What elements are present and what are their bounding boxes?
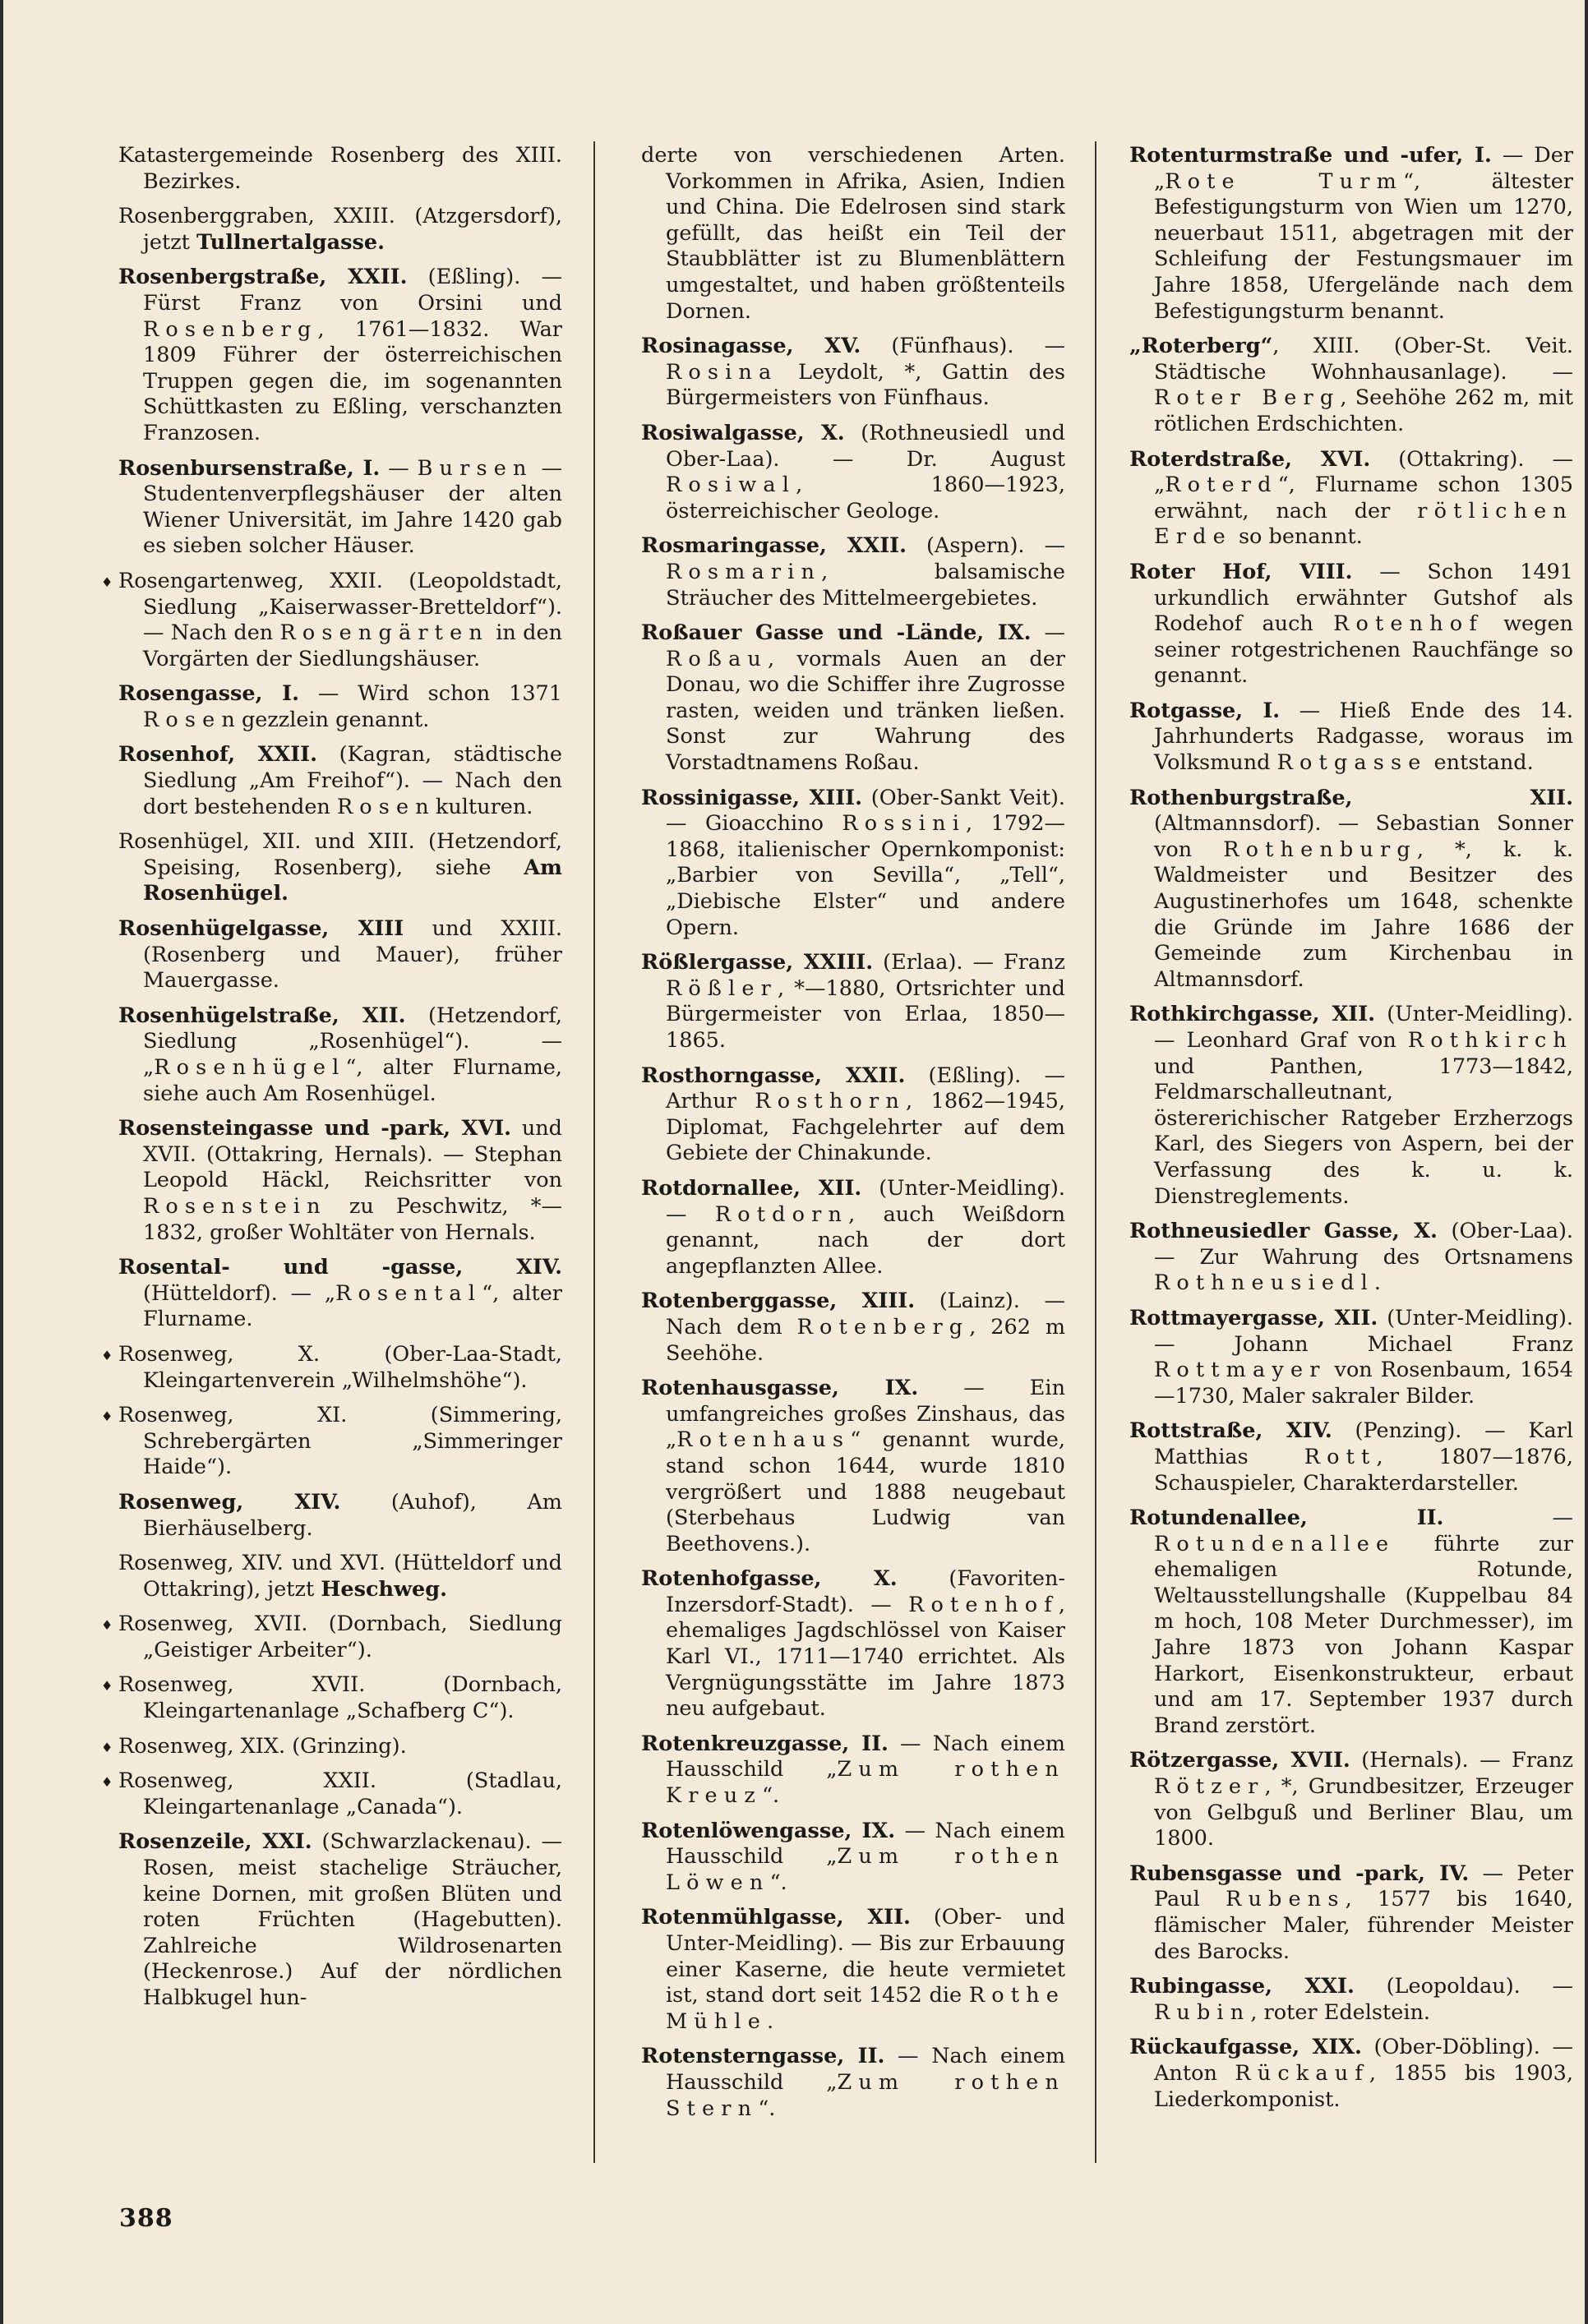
entry-text: Katastergemeinde Rosenberg des XIII. Bezirkes. [118,143,562,194]
entry-headword: Rothneusiedler Gasse, X. [1129,1219,1438,1244]
entry-spaced-name: rötlichen Erde [1154,498,1573,550]
entry-text: “. [762,1783,780,1809]
entry-spaced-name: Rosengärten [279,620,489,646]
column-3 [1129,143,1573,2122]
street-entry [641,1905,1065,2035]
entry-text: (Eßling). — Arthur [666,1063,1065,1114]
entry-text: und Panthen, 1773—1842, Feldmarschalleutnant, östererichischer Ratgeber Erzherzogs Karl, des Siegers von Aspern, bei der Verfassung des k. u. k. Dienstreglements. [1154,1054,1573,1209]
entry-spaced-name: Rosiwal [666,473,796,498]
street-entry [1129,447,1573,551]
entry-text: , *, k. k. Waldmeister und Besitzer des Augustinerhofes um 1648, schenkte die Gründe im Jahre 1686 der Gemeinde zum Kirchenbau in Altmannsdorf. [1154,837,1573,992]
street-entry [641,421,1065,524]
entry-text: . [767,2008,774,2034]
entry-text: zu Peschwitz, *—1832, großer Wohltäter von Hernals. [143,1193,562,1245]
entry-text: , *—1880, Ortsrichter und Bürgermeister von Erlaa, 1850—1865. [666,975,1065,1053]
entry-text: , 1860—1923, österreichischer Geologe. [666,473,1065,523]
entry-spaced-name: Rott [1304,1444,1377,1469]
entry-text: — Schon 1491 urkundlich erwähnter Gutshof als Rodehof auch [1154,559,1573,637]
street-entry [118,742,562,820]
diamond-marker-icon: ♦ [101,574,113,590]
entry-text: gezzlein genannt. [241,707,430,732]
entry-spaced-name: Rothneusiedl [1154,1270,1374,1296]
street-entry [101,1768,562,1820]
entry-text: “, ältester Befestigungsturm von Wien um 1270, neuerbaut 1511, abgetragen mit der Schleifung der Festungsmauer im Jahre 1858, Ufergelände nach dem Befestigungsturm benannt. [1154,168,1573,324]
entry-headword: Rosental- und -gasse, XIV. [118,1255,562,1280]
entry-text: und XVII. (Ottakring, Hernals). — Stephan Leopold Häckl, Reichsritter von [143,1116,562,1193]
entry-text: “. [758,2096,776,2121]
entry-text: — Studentenverpflegshäuser der alten Wiener Universität, im Jahre 1420 gab es sieben solcher Häuser. [143,455,562,559]
entry-spaced-name: Rotgasse [1276,750,1428,776]
entry-headword: Roterdstraße, XVI. [1129,446,1371,472]
entry-text: Rosenweg, XXII. (Stadlau, Kleingartenanlage „Canada“). [118,1768,562,1819]
entry-spaced-name: Rosenhügel [154,1055,346,1080]
entry-headword: Rotenhausgasse, IX. [641,1376,919,1401]
entry-text: (Leopoldau). — [1354,1974,1574,1999]
entry-headword: Rotenhofgasse, X. [641,1566,898,1592]
entry-spaced-name: Rubens [1226,1887,1346,1912]
entry-spaced-name: Rößler [666,975,778,1001]
entry-text: , balsamische Sträucher des Mittelmeergebietes. [666,559,1065,611]
entry-spaced-name: Rückauf [1235,2060,1369,2086]
entry-headword: Rotenturmstraße und -ufer, I. [1129,143,1492,168]
column-divider [1095,141,1096,2163]
entry-text: (Ober-Döbling). — Anton [1154,2035,1573,2086]
entry-headword: Rosinagasse, XV. [641,334,861,359]
entry-spaced-name: Rosenberg [143,316,318,342]
entry-headword: Rubingasse, XXI. [1129,1974,1355,1999]
entry-headword: Rosenweg, XIV. [118,1489,341,1515]
entry-text: — Ein umfangreiches großes Zinshaus, das „ [666,1376,1066,1453]
entry-text: — Wird schon 1371 [298,681,562,707]
entry-headword: Rotenmühlgasse, XII. [641,1905,911,1930]
entry-spaced-name: Rotenhaus [676,1427,851,1453]
entry-headword: Rotgasse, I. [1129,698,1281,723]
street-entry [101,1341,562,1394]
entry-text: (Unter-Meidling). — Johann Michael Franz [1154,1305,1573,1357]
column-1 [101,143,562,2021]
entry-text: wegen seiner rotgestrichenen Rauchfänge so genannt. [1154,611,1573,689]
street-entry [641,533,1065,611]
street-entry [118,1003,562,1107]
entry-text: — Nach einem Hausschild „ [666,1818,1065,1870]
entry-text: — Nach einem Hausschild „ [666,1731,1065,1782]
entry-headword: Rosengasse, I. [118,681,299,707]
entry-spaced-name: Rotenberg [796,1314,970,1340]
entry-spaced-name: Rotenhof [908,1592,1059,1617]
street-entry [118,916,562,994]
street-entry [1129,1002,1573,1210]
entry-text: . [1373,1270,1382,1296]
entry-text: “ genannt wurde, stand schon 1644, wurde 1810 vergrößert und 1888 neugebaut (Sterbehaus Ludwig van Beethovens.). [666,1427,1065,1556]
street-entry [1129,1506,1573,1739]
entry-text: (Favoriten-Inzersdorf-Stadt). — [666,1566,1066,1617]
entry-headword: Rotundenallee, II. [1129,1506,1444,1531]
street-entry [101,1672,562,1724]
entry-headword: „Roterberg“ [1129,334,1273,359]
diamond-marker-icon: ♦ [101,1347,113,1363]
entry-text: (Aspern). — [906,533,1065,559]
entry-text: — [380,455,418,481]
street-entry [641,1063,1065,1167]
entry-text: — [1443,1506,1573,1531]
entry-text: Rosengartenweg, XXII. (Leopoldstadt, Siedlung „Kaiserwasser-Bretteldorf“). — Nach den [118,568,562,646]
street-entry [1129,786,1573,994]
street-entry [101,568,562,672]
street-entry [1129,560,1573,689]
entry-headword: Heschweg. [321,1576,447,1602]
entry-headword: Roter Hof, VIII. [1129,559,1353,584]
street-entry [641,1376,1065,1557]
street-entry [118,1116,562,1246]
entry-headword: Rosenbergstraße, XXII. [118,265,408,290]
column-divider [593,141,595,2163]
street-entry [118,265,562,446]
entry-text: , 1855 bis 1903, Liederkomponist. [1154,2060,1574,2112]
entry-text: (Ottakring). — „ [1154,446,1573,498]
entry-headword: Rückaufgasse, XIX. [1129,2035,1362,2060]
entry-headword: Rosenhügelstraße, XII. [118,1003,406,1028]
entry-text: (Rothneusiedl und Ober-Laa). — Dr. August [666,420,1065,472]
street-entry [1129,2035,1573,2113]
street-entry [118,456,562,560]
entry-text: (Hernals). — Franz [1350,1748,1573,1773]
entry-text: (Unter-Meidling). — Leonhard Graf von [1154,1002,1573,1053]
entry-headword: Rosenhof, XXII. [118,742,317,768]
entry-text: (Unter-Meidling). — [666,1175,1065,1227]
entry-spaced-name: Bursen [417,455,533,481]
street-entry [641,143,1065,325]
entry-text: (Eßling). — Fürst Franz von Orsini und [143,265,562,316]
entry-headword: Rosthorngasse, XXII. [641,1063,906,1088]
entry-text: , auch Weißdorn genannt, nach der dort angepflanzten Allee. [666,1201,1065,1279]
street-entry [641,1819,1065,1897]
entry-spaced-name: Rothkirch [1407,1028,1573,1053]
entry-spaced-name: Rotundenallee [1154,1531,1396,1556]
entry-spaced-name: Rothe Mühle [666,1983,1065,2034]
entry-text: , roter Edelstein. [1250,1999,1431,2025]
entry-text: Leydolt, *, Gattin des Bürgermeisters von Fünfhaus. [666,359,1065,411]
street-entry [641,1731,1065,1810]
entry-text: — Nach einem Hausschild „ [666,2044,1066,2095]
street-entry [1129,1974,1573,2026]
entry-text: , 1761—1832. War 1809 Führer der österreichischen Truppen gegen die, im sogenannten Schüttkasten zu Eßling, verschanzten Franzosen. [143,316,562,445]
entry-headword: Rothenburgstraße, XII. [1129,785,1573,810]
entry-text: Rosenweg, XIV. und XVI. (Hütteldorf und Ottakring), jetzt [118,1551,562,1602]
entry-headword: Tullnertalgasse. [196,229,385,255]
street-entry [118,1551,562,1602]
entry-text: Rosenberggraben, XXIII. (Atzgersdorf), jetzt [118,204,562,255]
street-entry [1129,1306,1573,1409]
entry-text: “, alter Flurname, siehe auch Am Rosenhügel. [143,1055,562,1106]
entry-spaced-name: Rotdorn [714,1201,849,1227]
street-entry [1129,1418,1573,1496]
entry-spaced-name: Rosenstein [143,1193,327,1219]
entry-text: — Hieß Ende des 14. Jahrhunderts Radgasse, woraus im Volksmund [1154,698,1573,776]
entry-spaced-name: Rossini [842,811,967,837]
entry-headword: Rosenzeile, XXI. [118,1829,312,1855]
entry-text: , 1792—1868, italienischer Opernkomponist: „Barbier von Sevilla“, „Tell“, „Diebische Elster“ und andere Opern. [666,811,1065,940]
entry-spaced-name: Rosthorn [755,1089,906,1114]
entry-text: kulturen. [435,794,533,819]
entry-spaced-name: Rosen [143,707,242,732]
entry-text: , 1862—1945, Diplomat, Fachgelehrter auf dem Gebiete der Chinakunde. [666,1089,1066,1166]
entry-text: (Fünfhaus). — [861,334,1066,359]
entry-text: , 1577 bis 1640, flämischer Maler, führender Meister des Barocks. [1154,1887,1573,1964]
entry-headword: Rothkirchgasse, XII. [1129,1002,1376,1027]
street-entry [1129,1748,1573,1851]
entry-text: , 262 m Seehöhe. [666,1314,1066,1366]
entry-headword: Rosiwalgasse, X. [641,420,845,445]
entry-text: , Seehöhe 262 m, mit rötlichen Erdschichten. [1154,385,1573,436]
entry-text: — [1031,620,1065,646]
entry-text: — Der „ [1154,143,1574,194]
street-entry [1129,1219,1573,1297]
entry-headword: Rubensgasse und -park, IV. [1129,1861,1470,1886]
entry-text: (Lainz). — Nach dem [666,1289,1065,1340]
entry-text: Rosenweg, XIX. (Grinzing). [118,1733,407,1759]
diamond-marker-icon: ♦ [101,1617,113,1634]
diamond-marker-icon: ♦ [101,1774,113,1791]
entry-text: (Schwarzlackenau). — Rosen, meist stachelige Sträucher, keine Dornen, mit großen Blüten und roten Früchten (Hagebutten). Zahlreiche Wildrosenarten (Heckenrose.) Auf der nördlichen Halbkugel hun- [143,1829,562,2010]
entry-text: entstand. [1427,750,1534,776]
entry-text: (Auhof), Am Bierhäuselberg. [143,1489,562,1541]
entry-spaced-name: Zum rothen Kreuz [666,1757,1065,1809]
street-entry [641,950,1065,1054]
street-entry [118,1255,562,1333]
entry-text: Rosenweg, XVII. (Dornbach, Siedlung „Geistiger Arbeiter“). [118,1612,562,1662]
entry-text: “, alter Flurname. [143,1280,562,1332]
entry-spaced-name: Roterd [1165,473,1278,498]
entry-headword: Rotdornallee, XII. [641,1175,862,1201]
entry-text: , vormals Auen an der Donau, wo die Schiffer ihre Zugrosse rasten, weiden und tränken ließen. Sonst zur Wahrung des Vorstadtnamens Roßau. [666,646,1065,776]
entry-text: , *, Grundbesitzer, Erzeuger von Gelbguß und Berliner Blau, um 1800. [1154,1774,1573,1851]
entry-spaced-name: Rosen [336,794,436,819]
entry-text: (Ober- und Unter-Meidling). — Bis zur Erbauung einer Kaserne, die heute vermietet ist, stand dort seit 1452 die [666,1905,1065,2008]
entry-headword: Rossinigasse, XIII. [641,785,862,810]
entry-spaced-name: Rosina [666,359,778,385]
entry-text: (Erlaa). — Franz [873,950,1065,975]
street-entry [641,2044,1065,2122]
entry-headword: Rotenberggasse, XIII. [641,1289,916,1314]
street-entry [641,1566,1065,1722]
entry-text: — Peter Paul [1154,1861,1573,1912]
entry-headword: Rotenkreuzgasse, II. [641,1731,889,1756]
entry-spaced-name: Rubin [1154,1999,1251,2025]
street-entry [118,681,562,733]
street-entry [101,1733,562,1760]
entry-text: (Altmannsdorf). — Sebastian Sonner von [1154,811,1573,862]
entry-spaced-name: Zum rothen Stern [666,2069,1065,2121]
entry-text: so benannt. [1231,524,1363,550]
entry-text: derte von verschiedenen Arten. Vorkommen in Afrika, Asien, Indien und China. Die Edelrosen sind stark gefüllt, das heißt ein Teil der Staubblätter ist zu Blumenblättern umgestaltet, und haben größtenteils Dornen. [641,143,1065,324]
street-entry [118,1490,562,1542]
entry-text: Rosenweg, X. (Ober-Laa-Stadt, Kleingartenverein „Wilhelmshöhe“). [118,1341,562,1393]
entry-headword: Am Rosenhügel. [143,855,562,906]
entry-headword: Rotensterngasse, II. [641,2044,885,2069]
entry-text: “. [769,1870,787,1895]
entry-spaced-name: Rötzer [1154,1774,1265,1800]
entry-text: (Penzing). — Karl Matthias [1154,1418,1574,1469]
entry-text: “, Flurname schon 1305 erwähnt, nach der [1154,473,1573,523]
entry-text: Rosenweg, XI. (Simmering, Schrebergärten „Simmeringer Haide“). [118,1403,562,1480]
street-entry [641,620,1065,777]
entry-text: (Kagran, städtische Siedlung „Am Freihof“). — Nach den dort bestehenden [143,742,562,819]
entry-text: (Hütteldorf). — „ [143,1280,336,1306]
entry-spaced-name: Rottmayer [1154,1358,1327,1383]
entry-spaced-name: Rote Turm [1165,168,1403,194]
street-entry [1129,699,1573,777]
street-entry [118,204,562,256]
entry-headword: Rosensteingasse und -park, XVI. [118,1116,512,1141]
entry-headword: Rosenhügelgasse, XIII [118,916,404,942]
entry-spaced-name: Rosmarin [666,559,822,584]
street-entry [641,1176,1065,1280]
street-entry [101,1612,562,1663]
street-entry [641,1289,1065,1367]
entry-text: , XIII. (Ober-St. Veit. Städtische Wohnhausanlage). — [1154,334,1573,385]
entry-text: , ehemaliges Jagdschlössel von Kaiser Karl VI., 1711—1740 errichtet. Als Vergnügungsstätte im Jahre 1873 neu aufgebaut. [666,1592,1065,1722]
entry-text: Rosenhügel, XII. und XIII. (Hetzendorf, Speising, Rosenberg), siehe [118,829,562,880]
entry-headword: Rosmaringasse, XXII. [641,533,907,559]
entry-headword: Rötzergasse, XVII. [1129,1748,1350,1773]
street-entry [1129,143,1573,325]
entry-text: Rosenweg, XVII. (Dornbach, Kleingartenanlage „Schafberg C“). [118,1672,562,1724]
entry-headword: Rotenlöwengasse, IX. [641,1818,896,1843]
entry-text: in den Vorgärten der Siedlungshäuser. [143,620,562,671]
street-entry [118,829,562,907]
entry-text: (Hetzendorf, Siedlung „Rosenhügel“). — „ [143,1003,562,1080]
street-entry [118,143,562,195]
entry-spaced-name: Zum rothen Löwen [666,1844,1065,1895]
entry-text: und XXIII. (Rosenberg und Mauer), früher Mauergasse. [143,916,562,994]
diamond-marker-icon: ♦ [101,1409,113,1425]
entry-text: (Ober-Laa). — Zur Wahrung des Ortsnamens [1154,1219,1574,1270]
entry-spaced-name: Rothenburg [1223,837,1417,862]
entry-spaced-name: Rotenhof [1333,611,1484,637]
entry-spaced-name: Roßau [666,646,769,671]
diamond-marker-icon: ♦ [101,1739,113,1755]
entry-headword: Rößlergasse, XXIII. [641,950,874,975]
street-entry [641,786,1065,942]
entry-text: , 1807—1876, Schauspieler, Charakterdarsteller. [1154,1444,1574,1496]
street-entry [118,1829,562,2011]
street-entry [1129,1861,1573,1965]
entry-spaced-name: Rosental [335,1280,482,1306]
entry-text: führte zur ehemaligen Rotunde, Weltausstellungshalle (Kuppelbau 84 m hoch, 108 Meter Durchmesser), im Jahre 1873 von Johann Kaspar Harkort, Eisenkonstrukteur, erbaut und am 17. September 1937 durch Brand zerstört. [1154,1531,1573,1738]
entry-headword: Rottstraße, XIV. [1129,1418,1332,1444]
entry-text: (Ober-Sankt Veit). — Gioacchino [666,785,1065,837]
entry-text: von Rosenbaum, 1654—1730, Maler sakraler Bilder. [1154,1358,1573,1409]
entry-headword: Rottmayergasse, XII. [1129,1305,1378,1330]
street-entry [641,334,1065,412]
diamond-marker-icon: ♦ [101,1678,113,1695]
column-2 [641,143,1065,2131]
street-entry [1129,334,1573,437]
entry-spaced-name: Roter Berg [1154,385,1341,411]
entry-headword: Roßauer Gasse und -Lände, IX. [641,620,1032,646]
entry-headword: Rosenbursenstraße, I. [118,455,381,481]
street-entry [101,1403,562,1481]
page-number: 388 [119,2204,173,2233]
